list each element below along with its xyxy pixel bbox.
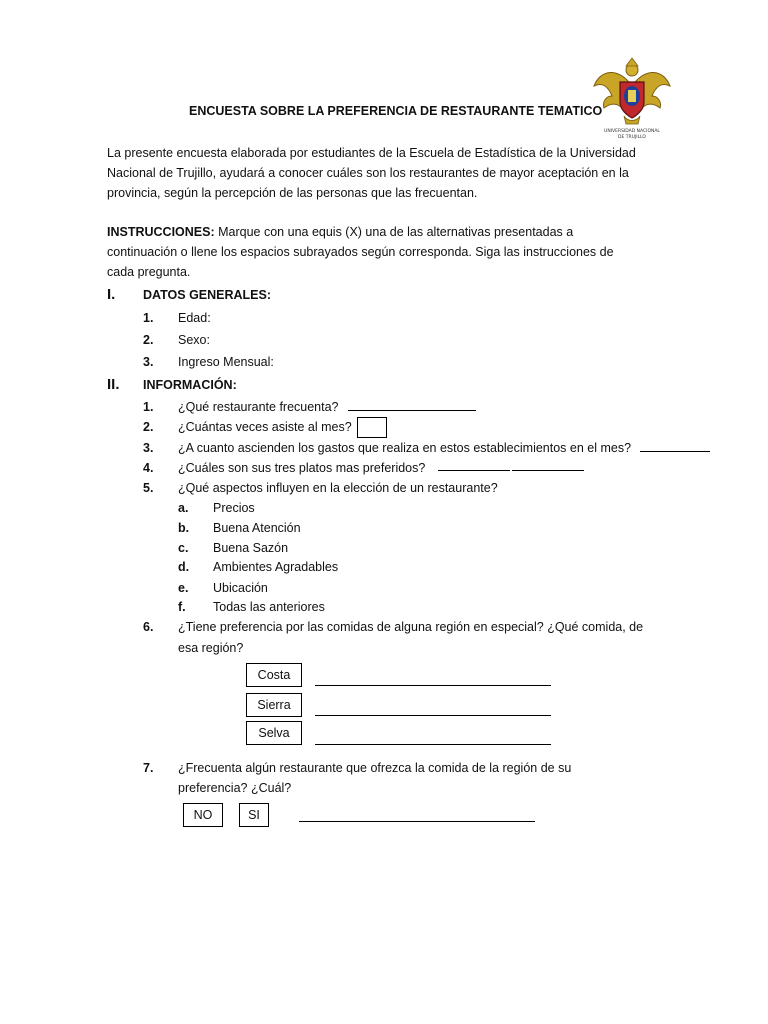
q1-answer-line[interactable] (348, 410, 476, 411)
q4-answer-line-2[interactable] (512, 470, 584, 471)
s1-item3-num: 3. (143, 355, 154, 369)
q2-num: 2. (143, 420, 154, 434)
q6-sierra-box[interactable] (246, 693, 302, 717)
q4-text: ¿Cuáles son sus tres platos mas preferidos? (178, 461, 426, 475)
q5-option-c[interactable]: Buena Sazón (213, 541, 289, 555)
q5-option-e[interactable]: Ubicación (213, 581, 268, 595)
q7-num: 7. (143, 761, 154, 775)
s1-item3-label: Ingreso Mensual: (178, 355, 274, 369)
q5-option-f-letter: f. (178, 600, 186, 614)
section2-numeral: II. (107, 376, 120, 393)
section1-heading: DATOS GENERALES: (143, 288, 272, 302)
q7-answer-line[interactable] (299, 821, 535, 822)
q7-no-box[interactable] (183, 803, 223, 827)
q3-num: 3. (143, 441, 154, 455)
q5-num: 5. (143, 481, 154, 495)
q5-option-a-letter: a. (178, 501, 189, 515)
q6-sierra-label: Sierra (257, 698, 291, 712)
section1-numeral: I. (107, 286, 116, 303)
section2-heading: INFORMACIÓN: (143, 378, 237, 392)
q6-text-line1: ¿Tiene preferencia por las comidas de alguna región en especial? ¿Qué comida, de (178, 620, 644, 634)
university-crest-logo (588, 56, 676, 140)
svg-text:DE TRUJILLO: DE TRUJILLO (618, 135, 646, 140)
instructions-paragraph (107, 222, 642, 282)
q7-text-line2: preferencia? ¿Cuál? (178, 781, 292, 795)
q4-num: 4. (143, 461, 154, 475)
q5-option-d[interactable]: Ambientes Agradables (213, 560, 339, 574)
svg-text:UNIVERSIDAD NACIONAL: UNIVERSIDAD NACIONAL (604, 129, 660, 134)
q6-sierra-line[interactable] (315, 715, 551, 716)
q6-costa-line[interactable] (315, 685, 551, 686)
q5-option-a[interactable]: Precios (213, 501, 255, 515)
q6-selva-box[interactable] (246, 721, 302, 745)
page-title: ENCUESTA SOBRE LA PREFERENCIA DE RESTAURANTE TEMATICO (189, 104, 603, 118)
instructions-label: INSTRUCCIONES: (107, 225, 215, 239)
q7-si-label: SI (248, 808, 260, 822)
q5-option-b[interactable]: Buena Atención (213, 521, 301, 535)
s1-item2-num: 2. (143, 333, 154, 347)
q5-option-f[interactable]: Todas las anteriores (213, 600, 325, 614)
q6-costa-box[interactable] (246, 663, 302, 687)
q6-costa-label: Costa (257, 668, 291, 682)
q5-option-d-letter: d. (178, 560, 190, 574)
instructions-text: Marque con una equis (X) una de las alternativas presentadas a continuación o llene los espacios subrayados según corresponda. Siga las instrucciones de cada pregunta. (107, 225, 614, 279)
q5-option-e-letter: e. (178, 581, 189, 595)
q5-text: ¿Qué aspectos influyen en la elección de un restaurante? (178, 481, 498, 495)
q7-text-line1: ¿Frecuenta algún restaurante que ofrezca la comida de la región de su (178, 761, 572, 775)
q5-option-b-letter: b. (178, 521, 190, 535)
q3-answer-line[interactable] (640, 451, 710, 452)
q4-answer-line-1[interactable] (438, 470, 510, 471)
q6-text-line2: esa región? (178, 641, 244, 655)
q6-selva-line[interactable] (315, 744, 551, 745)
q2-answer-box[interactable] (357, 417, 387, 438)
q3-text: ¿A cuanto ascienden los gastos que realiza en estos establecimientos en el mes? (178, 441, 632, 455)
q6-num: 6. (143, 620, 154, 634)
q6-selva-label: Selva (258, 726, 290, 740)
q1-num: 1. (143, 400, 154, 414)
q2-text: ¿Cuántas veces asiste al mes? (178, 420, 352, 434)
s1-item1-label: Edad: (178, 311, 211, 325)
q5-option-c-letter: c. (178, 541, 189, 555)
s1-item1-num: 1. (143, 311, 154, 325)
q1-text: ¿Qué restaurante frecuenta? (178, 400, 339, 414)
q7-no-label: NO (193, 808, 213, 822)
intro-paragraph: La presente encuesta elaborada por estudiantes de la Escuela de Estadística de la Universidad Nacional de Trujillo, ayudará a conocer cuáles son los restaurantes de mayor aceptación en la provincia, según la percepción de las personas que las frecuentan. (107, 146, 636, 200)
q7-si-box[interactable] (239, 803, 269, 827)
s1-item2-label: Sexo: (178, 333, 210, 347)
